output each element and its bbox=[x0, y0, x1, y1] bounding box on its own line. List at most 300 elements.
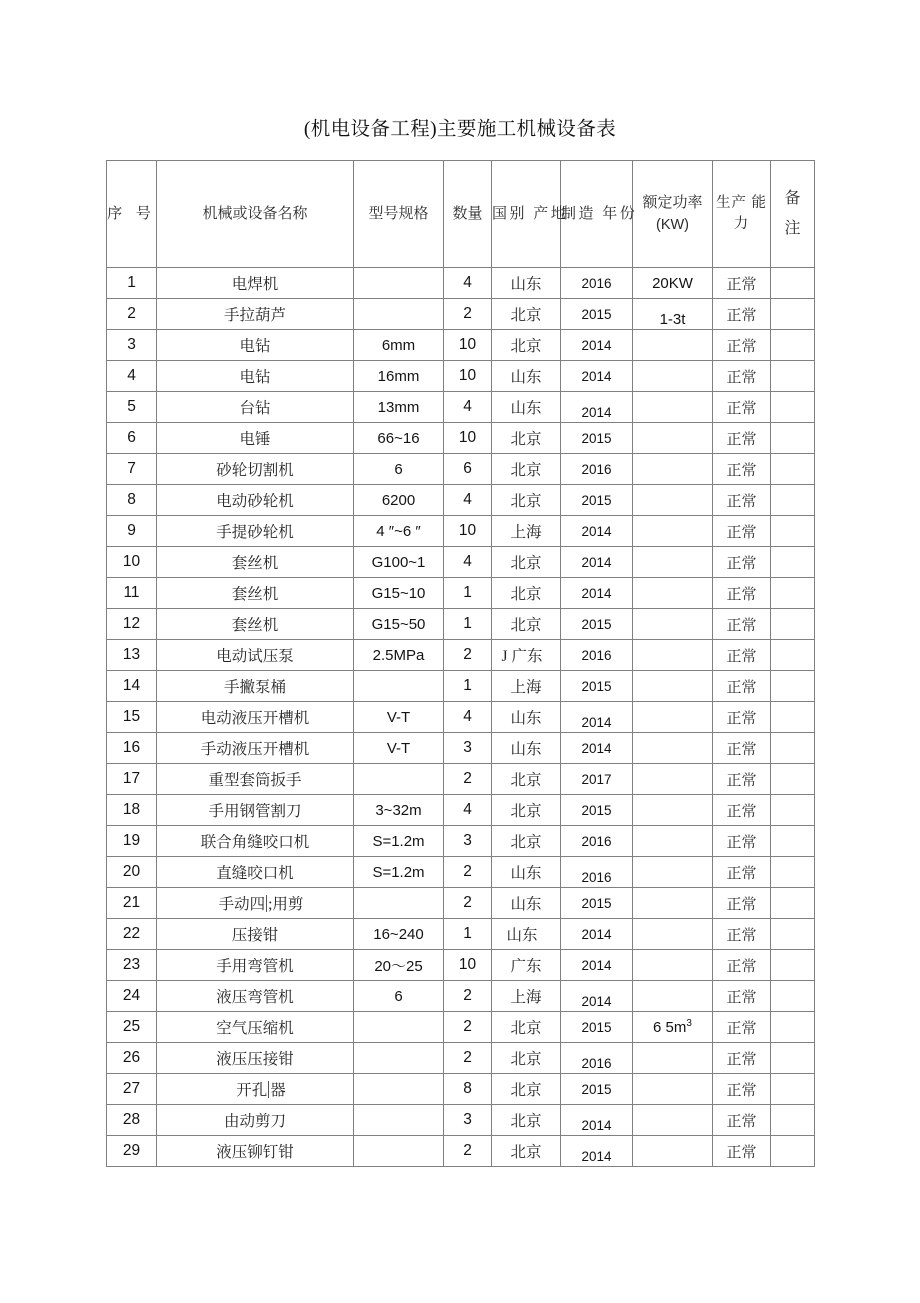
cell-name: 手拉葫芦 bbox=[157, 299, 354, 330]
cell-index: 19 bbox=[107, 826, 157, 857]
cell-capacity: 正常 bbox=[713, 516, 771, 547]
cell-name: 套丝机 bbox=[157, 547, 354, 578]
cell-capacity: 正常 bbox=[713, 919, 771, 950]
cell-name: 液压弯管机 bbox=[157, 981, 354, 1012]
cell-note bbox=[771, 857, 815, 888]
cell-origin: J 广东 bbox=[492, 640, 561, 671]
cell-quantity: 2 bbox=[444, 640, 492, 671]
cell-quantity: 2 bbox=[444, 888, 492, 919]
cell-year: 2014 bbox=[561, 986, 633, 1017]
column-header-note bbox=[771, 161, 815, 268]
table-row bbox=[107, 826, 815, 857]
cell-quantity: 2 bbox=[444, 1136, 492, 1167]
cell-index: 11 bbox=[107, 578, 157, 609]
cell-model: 2.5MPa bbox=[354, 640, 444, 671]
cell-capacity: 正常 bbox=[713, 950, 771, 981]
table-row bbox=[107, 764, 815, 795]
cell-note bbox=[771, 423, 815, 454]
table-row bbox=[107, 268, 815, 299]
cell-quantity: 2 bbox=[444, 981, 492, 1012]
table-row bbox=[107, 1074, 815, 1105]
cell-rated-power bbox=[633, 981, 713, 1012]
cell-index: 8 bbox=[107, 485, 157, 516]
cell-name: 由动剪刀 bbox=[157, 1105, 354, 1136]
cell-note bbox=[771, 1136, 815, 1167]
cell-name: 手动液压开槽机 bbox=[157, 733, 354, 764]
cell-model: S=1.2m bbox=[354, 857, 444, 888]
column-header-name: 机械或设备名称 bbox=[157, 161, 354, 268]
cell-origin: 北京 bbox=[492, 764, 561, 795]
cell-rated-power bbox=[633, 392, 713, 423]
cell-rated-power: 6 $5m^3$ bbox=[633, 1012, 713, 1043]
cell-origin: 上海 bbox=[492, 981, 561, 1012]
cell-origin: 北京 bbox=[492, 795, 561, 826]
cell-year: 2015 bbox=[561, 299, 633, 330]
cell-origin: 山东 bbox=[492, 733, 561, 764]
cell-model bbox=[354, 671, 444, 702]
cell-quantity: 2 bbox=[444, 857, 492, 888]
cell-index: 28 bbox=[107, 1105, 157, 1136]
cell-origin: 北京 bbox=[492, 547, 561, 578]
cell-origin: 北京 bbox=[492, 423, 561, 454]
cell-year: 2014 bbox=[561, 516, 633, 547]
cell-note bbox=[771, 888, 815, 919]
column-header-capacity-line1: 生产 能 bbox=[715, 195, 768, 211]
table-row bbox=[107, 299, 815, 330]
cell-index: 23 bbox=[107, 950, 157, 981]
cell-quantity: 10 bbox=[444, 423, 492, 454]
cell-capacity: 正常 bbox=[713, 361, 771, 392]
cell-quantity: 4 bbox=[444, 485, 492, 516]
cell-quantity: 10 bbox=[444, 361, 492, 392]
cell-index: 29 bbox=[107, 1136, 157, 1167]
cell-capacity: 正常 bbox=[713, 981, 771, 1012]
cell-year: 2016 bbox=[561, 640, 633, 671]
cell-year: 2015 bbox=[561, 485, 633, 516]
cell-year: 2016 bbox=[561, 268, 633, 299]
cell-year: 2017 bbox=[561, 764, 633, 795]
cell-note bbox=[771, 1043, 815, 1074]
cell-rated-power bbox=[633, 547, 713, 578]
cell-note bbox=[771, 1105, 815, 1136]
column-header-capacity-line2: 力 bbox=[733, 216, 750, 232]
table-row bbox=[107, 857, 815, 888]
cell-origin: 上海 bbox=[492, 671, 561, 702]
cell-rated-power bbox=[633, 671, 713, 702]
cell-name: 液压铆钉钳 bbox=[157, 1136, 354, 1167]
table-row bbox=[107, 578, 815, 609]
cell-name: 压接钳 bbox=[157, 919, 354, 950]
cell-model: V-T bbox=[354, 702, 444, 733]
cell-model: 16mm bbox=[354, 361, 444, 392]
cell-origin: 北京 bbox=[492, 578, 561, 609]
cell-origin: 山东 bbox=[492, 268, 561, 299]
cell-rated-power bbox=[633, 764, 713, 795]
cell-note bbox=[771, 981, 815, 1012]
cell-note bbox=[771, 516, 815, 547]
cell-year: 2016 bbox=[561, 1048, 633, 1079]
cell-index: 2 bbox=[107, 299, 157, 330]
cell-origin: 北京 bbox=[492, 1012, 561, 1043]
cell-model: V-T bbox=[354, 733, 444, 764]
cell-name: 手动四 ;用剪 bbox=[157, 888, 354, 919]
table-row bbox=[107, 1105, 815, 1136]
cell-index: 14 bbox=[107, 671, 157, 702]
cell-index: 24 bbox=[107, 981, 157, 1012]
cell-quantity: 2 bbox=[444, 764, 492, 795]
page-title: (机电设备工程)主要施工机械设备表 bbox=[303, 119, 617, 140]
cell-rated-power bbox=[633, 826, 713, 857]
column-header-model: 型号规格 bbox=[354, 161, 444, 268]
cell-capacity: 正常 bbox=[713, 733, 771, 764]
cell-name: 空气压缩机 bbox=[157, 1012, 354, 1043]
cell-quantity: 10 bbox=[444, 516, 492, 547]
column-header-rated-power bbox=[633, 161, 713, 268]
cell-note bbox=[771, 609, 815, 640]
cell-note bbox=[771, 547, 815, 578]
cell-model bbox=[354, 764, 444, 795]
table-row bbox=[107, 392, 815, 423]
cell-year: 2015 bbox=[561, 888, 633, 919]
cell-quantity: 4 bbox=[444, 702, 492, 733]
cell-name: 联合角缝咬口机 bbox=[157, 826, 354, 857]
cell-rated-power bbox=[633, 485, 713, 516]
cell-model bbox=[354, 1043, 444, 1074]
cell-capacity: 正常 bbox=[713, 299, 771, 330]
cell-quantity: 1 bbox=[444, 919, 492, 950]
table-row bbox=[107, 454, 815, 485]
cell-quantity: 3 bbox=[444, 826, 492, 857]
cell-model: 6 bbox=[354, 981, 444, 1012]
cell-name: 手撇泵桶 bbox=[157, 671, 354, 702]
cell-rated-power bbox=[633, 609, 713, 640]
cell-name: 重型套筒扳手 bbox=[157, 764, 354, 795]
cell-note bbox=[771, 361, 815, 392]
cell-year: 2014 bbox=[561, 919, 633, 950]
cell-rated-power bbox=[633, 702, 713, 733]
text-caret bbox=[268, 1081, 269, 1098]
cell-rated-power bbox=[633, 857, 713, 888]
cell-rated-power bbox=[633, 919, 713, 950]
cell-name: 开孔 器 bbox=[157, 1074, 354, 1105]
cell-capacity: 正常 bbox=[713, 578, 771, 609]
cell-quantity: 4 bbox=[444, 547, 492, 578]
cell-name: 液压压接钳 bbox=[157, 1043, 354, 1074]
cell-quantity: 2 bbox=[444, 1012, 492, 1043]
cell-note bbox=[771, 392, 815, 423]
column-header-index: 序 号 bbox=[107, 161, 157, 268]
cell-quantity: 8 bbox=[444, 1074, 492, 1105]
cell-note bbox=[771, 299, 815, 330]
cell-quantity: 4 bbox=[444, 392, 492, 423]
column-header-rated-power-line1: 额定功率 bbox=[642, 195, 703, 211]
cell-quantity: 1 bbox=[444, 671, 492, 702]
cell-capacity: 正常 bbox=[713, 1043, 771, 1074]
cell-origin: 上海 bbox=[492, 516, 561, 547]
cell-name: 手用钢管割刀 bbox=[157, 795, 354, 826]
cell-year: 2015 bbox=[561, 671, 633, 702]
cell-year: 2014 bbox=[561, 950, 633, 981]
cell-note bbox=[771, 733, 815, 764]
cell-name: 电焊机 bbox=[157, 268, 354, 299]
cell-year: 2015 bbox=[561, 795, 633, 826]
cell-origin: 山东 bbox=[492, 888, 561, 919]
cell-year: 2014 bbox=[561, 397, 633, 428]
cell-name: 手用弯管机 bbox=[157, 950, 354, 981]
cell-index: 12 bbox=[107, 609, 157, 640]
table-row bbox=[107, 485, 815, 516]
cell-capacity: 正常 bbox=[713, 702, 771, 733]
cell-note bbox=[771, 919, 815, 950]
column-header-note-char1: 备 bbox=[784, 190, 801, 207]
cell-model bbox=[354, 888, 444, 919]
table-row bbox=[107, 671, 815, 702]
table-row bbox=[107, 919, 815, 950]
cell-name: 电钻 bbox=[157, 330, 354, 361]
cell-rated-power bbox=[633, 1074, 713, 1105]
cell-origin: 北京 bbox=[492, 1105, 561, 1136]
cell-index: 6 bbox=[107, 423, 157, 454]
cell-note bbox=[771, 640, 815, 671]
cell-rated-power: 1-3t bbox=[633, 304, 713, 335]
cell-year: 2016 bbox=[561, 454, 633, 485]
cell-note bbox=[771, 1074, 815, 1105]
cell-rated-power bbox=[633, 640, 713, 671]
column-header-year: 制造 年份 bbox=[561, 161, 633, 268]
cell-capacity: 正常 bbox=[713, 268, 771, 299]
cell-rated-power bbox=[633, 1136, 713, 1167]
cell-year: 2014 bbox=[561, 547, 633, 578]
table-row bbox=[107, 733, 815, 764]
cell-index: 7 bbox=[107, 454, 157, 485]
cell-model: G15~50 bbox=[354, 609, 444, 640]
cell-name: 电锤 bbox=[157, 423, 354, 454]
table-row bbox=[107, 516, 815, 547]
cell-index: 15 bbox=[107, 702, 157, 733]
cell-origin: 北京 bbox=[492, 1074, 561, 1105]
cell-year: 2015 bbox=[561, 423, 633, 454]
cell-quantity: 2 bbox=[444, 299, 492, 330]
cell-capacity: 正常 bbox=[713, 795, 771, 826]
table-row bbox=[107, 609, 815, 640]
table-row bbox=[107, 361, 815, 392]
cell-name: 砂轮切割机 bbox=[157, 454, 354, 485]
cell-origin: 北京 bbox=[492, 454, 561, 485]
cell-rated-power: 20KW bbox=[633, 268, 713, 299]
column-header-capacity bbox=[713, 161, 771, 268]
cell-model: 4 ″~6 ″ bbox=[354, 516, 444, 547]
cell-capacity: 正常 bbox=[713, 392, 771, 423]
cell-name: 电动试压泵 bbox=[157, 640, 354, 671]
cell-rated-power bbox=[633, 361, 713, 392]
cell-name: 台钻 bbox=[157, 392, 354, 423]
cell-index: 21 bbox=[107, 888, 157, 919]
cell-model: 3~32m bbox=[354, 795, 444, 826]
cell-capacity: 正常 bbox=[713, 764, 771, 795]
cell-origin: 山东 bbox=[492, 702, 561, 733]
cell-model: G15~10 bbox=[354, 578, 444, 609]
cell-name: 套丝机 bbox=[157, 578, 354, 609]
cell-model: G100~1 bbox=[354, 547, 444, 578]
cell-capacity: 正常 bbox=[713, 454, 771, 485]
cell-capacity: 正常 bbox=[713, 857, 771, 888]
cell-quantity: 3 bbox=[444, 1105, 492, 1136]
table-row bbox=[107, 547, 815, 578]
cell-index: 22 bbox=[107, 919, 157, 950]
cell-note bbox=[771, 950, 815, 981]
cell-year: 2014 bbox=[561, 733, 633, 764]
column-header-origin: 国别 产地 bbox=[492, 161, 561, 268]
cell-rated-power bbox=[633, 454, 713, 485]
cell-model: 6 bbox=[354, 454, 444, 485]
cell-capacity: 正常 bbox=[713, 640, 771, 671]
cell-quantity: 4 bbox=[444, 795, 492, 826]
cell-model bbox=[354, 1012, 444, 1043]
cell-year: 2015 bbox=[561, 1012, 633, 1043]
cell-capacity: 正常 bbox=[713, 888, 771, 919]
cell-index: 9 bbox=[107, 516, 157, 547]
cell-origin: 北京 bbox=[492, 826, 561, 857]
cell-model: 6mm bbox=[354, 330, 444, 361]
cell-quantity: 4 bbox=[444, 268, 492, 299]
table-row bbox=[107, 702, 815, 733]
equipment-table bbox=[106, 160, 815, 1167]
cell-rated-power bbox=[633, 578, 713, 609]
cell-year: 2014 bbox=[561, 361, 633, 392]
cell-origin: 山东 bbox=[492, 361, 561, 392]
cell-note bbox=[771, 702, 815, 733]
cell-model: 16~240 bbox=[354, 919, 444, 950]
cell-year: 2015 bbox=[561, 1074, 633, 1105]
cell-origin: 北京 bbox=[492, 609, 561, 640]
cell-name: 套丝机 bbox=[157, 609, 354, 640]
cell-index: 3 bbox=[107, 330, 157, 361]
cell-capacity: 正常 bbox=[713, 1105, 771, 1136]
cell-rated-power bbox=[633, 795, 713, 826]
cell-rated-power bbox=[633, 733, 713, 764]
cell-index: 4 bbox=[107, 361, 157, 392]
cell-model bbox=[354, 1074, 444, 1105]
cell-index: 13 bbox=[107, 640, 157, 671]
cell-index: 26 bbox=[107, 1043, 157, 1074]
cell-model bbox=[354, 1105, 444, 1136]
cell-capacity: 正常 bbox=[713, 1074, 771, 1105]
table-row bbox=[107, 640, 815, 671]
cell-origin: 广东 bbox=[492, 950, 561, 981]
cell-note bbox=[771, 578, 815, 609]
cell-note bbox=[771, 454, 815, 485]
cell-origin: 山东 bbox=[492, 857, 561, 888]
equipment-table-container bbox=[106, 160, 814, 1167]
cell-model bbox=[354, 1136, 444, 1167]
table-row bbox=[107, 888, 815, 919]
cell-note bbox=[771, 485, 815, 516]
cell-note bbox=[771, 1012, 815, 1043]
cell-capacity: 正常 bbox=[713, 609, 771, 640]
cell-quantity: 1 bbox=[444, 609, 492, 640]
table-row bbox=[107, 950, 815, 981]
cell-index: 5 bbox=[107, 392, 157, 423]
cell-rated-power bbox=[633, 888, 713, 919]
cell-year: 2015 bbox=[561, 609, 633, 640]
cell-capacity: 正常 bbox=[713, 1136, 771, 1167]
column-header-quantity: 数量 bbox=[444, 161, 492, 268]
cell-note bbox=[771, 268, 815, 299]
cell-model: 6200 bbox=[354, 485, 444, 516]
cell-model bbox=[354, 299, 444, 330]
cell-rated-power bbox=[633, 423, 713, 454]
text-caret bbox=[266, 895, 267, 912]
table-header-row bbox=[107, 161, 815, 268]
cell-index: 16 bbox=[107, 733, 157, 764]
cell-origin: 北京 bbox=[492, 485, 561, 516]
cell-origin: 北京 bbox=[492, 1043, 561, 1074]
cell-note bbox=[771, 330, 815, 361]
cell-name: 手提砂轮机 bbox=[157, 516, 354, 547]
cell-quantity: 10 bbox=[444, 330, 492, 361]
cell-capacity: 正常 bbox=[713, 485, 771, 516]
cell-note bbox=[771, 826, 815, 857]
cell-rated-power bbox=[633, 950, 713, 981]
cell-index: 20 bbox=[107, 857, 157, 888]
cell-capacity: 正常 bbox=[713, 423, 771, 454]
cell-model: 66~16 bbox=[354, 423, 444, 454]
cell-year: 2016 bbox=[561, 826, 633, 857]
table-row bbox=[107, 1136, 815, 1167]
cell-year: 2014 bbox=[561, 1141, 633, 1172]
table-row bbox=[107, 1043, 815, 1074]
cell-quantity: 3 bbox=[444, 733, 492, 764]
cell-year: 2014 bbox=[561, 330, 633, 361]
cell-index: 17 bbox=[107, 764, 157, 795]
cell-quantity: 1 bbox=[444, 578, 492, 609]
column-header-note-char2: 注 bbox=[784, 220, 801, 237]
cell-index: 10 bbox=[107, 547, 157, 578]
cell-year: 2014 bbox=[561, 707, 633, 738]
cell-index: 18 bbox=[107, 795, 157, 826]
cell-origin: 北京 bbox=[492, 1136, 561, 1167]
cell-origin: 山东 bbox=[492, 919, 561, 950]
cell-model: 13mm bbox=[354, 392, 444, 423]
cell-model: S=1.2m bbox=[354, 826, 444, 857]
table-row bbox=[107, 423, 815, 454]
cell-model: 20～25 bbox=[354, 950, 444, 981]
cell-quantity: 10 bbox=[444, 950, 492, 981]
cell-name: 电动砂轮机 bbox=[157, 485, 354, 516]
cell-name: 电动液压开槽机 bbox=[157, 702, 354, 733]
cell-name: 电钻 bbox=[157, 361, 354, 392]
cell-index: 27 bbox=[107, 1074, 157, 1105]
cell-capacity: 正常 bbox=[713, 330, 771, 361]
cell-quantity: 6 bbox=[444, 454, 492, 485]
cell-capacity: 正常 bbox=[713, 547, 771, 578]
cell-capacity: 正常 bbox=[713, 826, 771, 857]
table-header bbox=[107, 161, 815, 268]
cell-note bbox=[771, 764, 815, 795]
cell-quantity: 2 bbox=[444, 1043, 492, 1074]
column-header-rated-power-unit: (KW) bbox=[655, 217, 689, 233]
cell-year: 2016 bbox=[561, 862, 633, 893]
table-row bbox=[107, 981, 815, 1012]
cell-capacity: 正常 bbox=[713, 671, 771, 702]
table-body bbox=[107, 268, 815, 1167]
cell-year: 2014 bbox=[561, 1110, 633, 1141]
cell-index: 25 bbox=[107, 1012, 157, 1043]
cell-index: 1 bbox=[107, 268, 157, 299]
table-row bbox=[107, 1012, 815, 1043]
cell-origin: 北京 bbox=[492, 330, 561, 361]
cell-capacity: 正常 bbox=[713, 1012, 771, 1043]
